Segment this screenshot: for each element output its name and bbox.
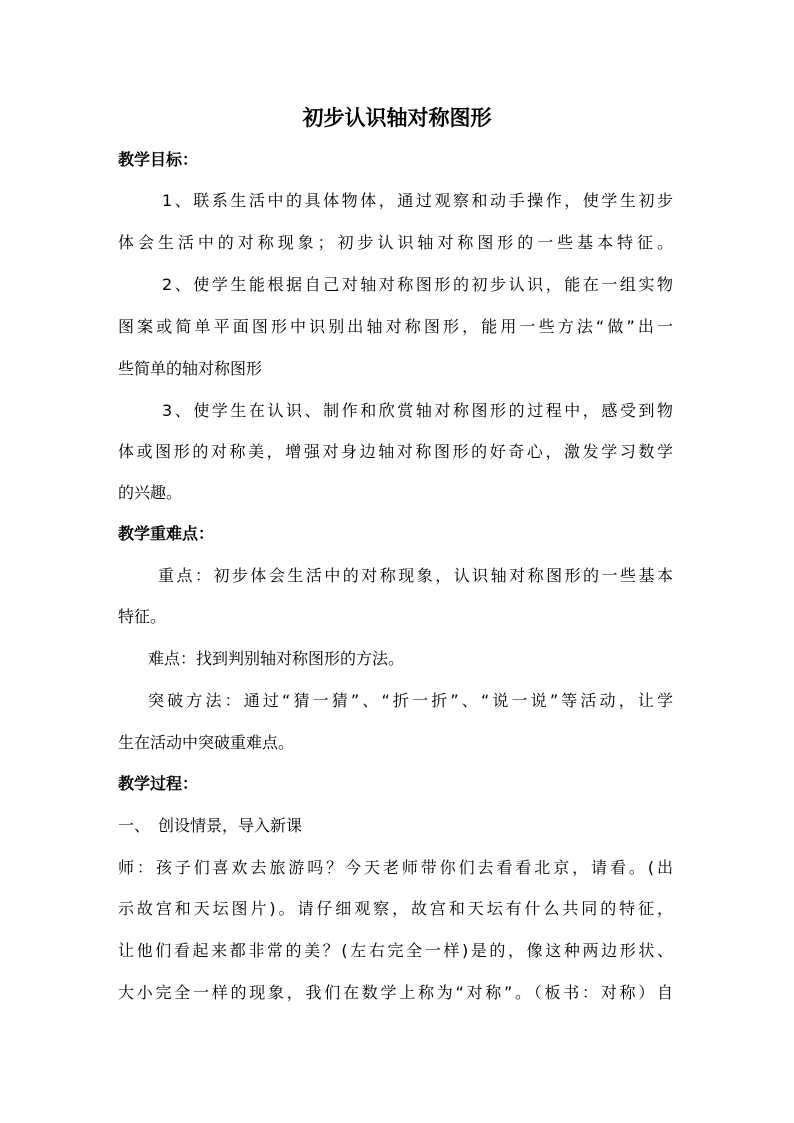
objective-2-line-3: 些简单的轴对称图形 (118, 359, 263, 378)
key-point-line-2: 特征。 (118, 607, 167, 626)
objective-3-line-2: 体或图形的对称美，增强对身边轴对称图形的好奇心，激发学习数学 (118, 442, 673, 461)
breakthrough-line-1: 突破方法：通过“猜一猜”、“折一折”、“说一说”等活动，让学 (148, 691, 673, 710)
process-paragraph-line-2: 示故宫和天坛图片)。请仔细观察，故宫和天坛有什么共同的特征， (118, 899, 673, 918)
objective-1-line-1: 1、联系生活中的具体物体，通过观察和动手操作，使学生初步 (162, 191, 673, 210)
process-paragraph-line-4: 大小完全一样的现象，我们在数学上称为“对称”。（板书：对称）自 (118, 983, 673, 1002)
objective-2-line-1: 2、使学生能根据自己对轴对称图形的初步认识，能在一组实物 (162, 275, 673, 294)
process-paragraph-line-1: 师：孩子们喜欢去旅游吗？今天老师带你们去看看北京，请看。(出 (118, 858, 673, 877)
objective-3-line-3: 的兴趣。 (118, 483, 183, 502)
objective-3-line-1: 3、使学生在认识、制作和欣赏轴对称图形的过程中，感受到物 (162, 401, 673, 420)
process-step-1-heading: 一、 创设情景，导入新课 (118, 816, 303, 835)
document-title: 初步认识轴对称图形 (302, 106, 492, 130)
section-heading-key-points: 教学重难点： (118, 524, 215, 543)
objective-1-line-2: 体会生活中的对称现象；初步认识轴对称图形的一些基本特征。 (118, 233, 673, 252)
difficulty-line: 难点：找到判别轴对称图形的方法。 (148, 649, 405, 668)
section-heading-process: 教学过程： (118, 774, 199, 793)
section-heading-objectives: 教学目标： (118, 150, 199, 169)
process-paragraph-line-3: 让他们看起来都非常的美？(左右完全一样)是的，像这种两边形状、 (118, 941, 673, 960)
breakthrough-line-2: 生在活动中突破重难点。 (118, 733, 295, 752)
key-point-line-1: 重点：初步体会生活中的对称现象，认识轴对称图形的一些基本 (158, 566, 673, 585)
objective-2-line-2: 图案或简单平面图形中识别出轴对称图形，能用一些方法“做”出一 (118, 317, 673, 336)
